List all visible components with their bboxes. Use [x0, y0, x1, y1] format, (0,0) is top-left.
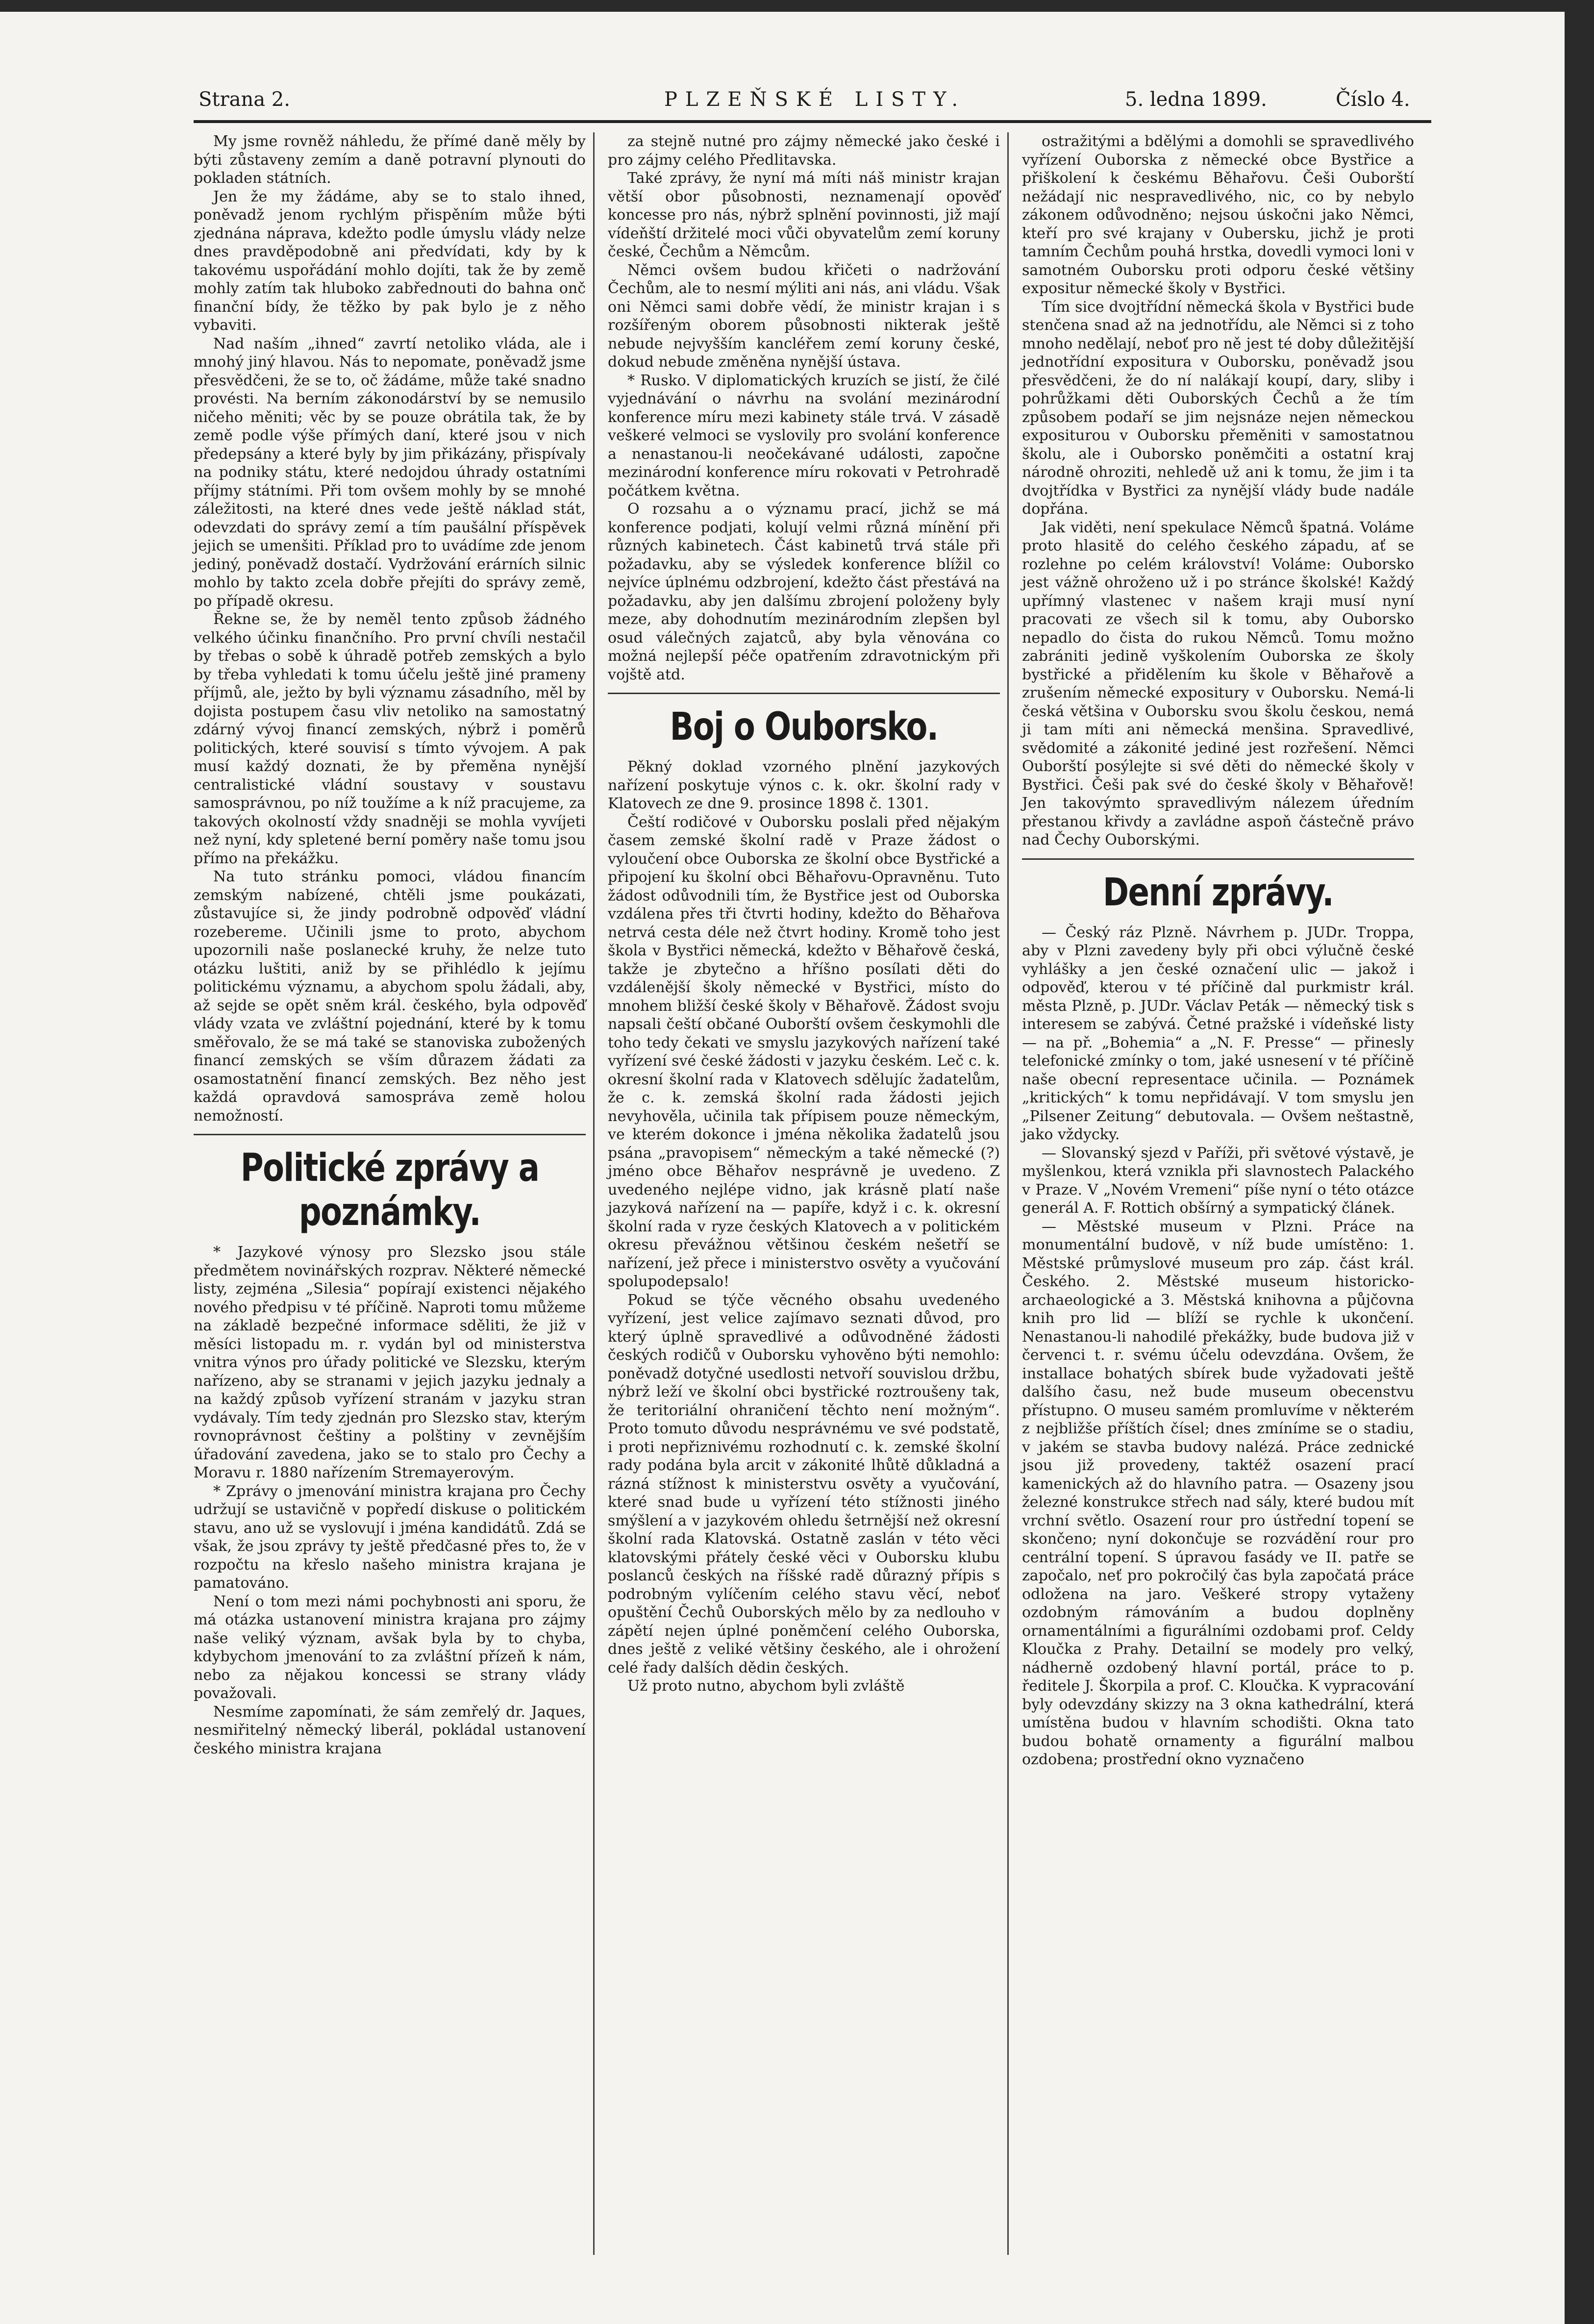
article-paragraph: Řekne se, že by neměl tento způsob žádného velkého účinku finančního. Pro první chvíli nestačil by třebas o sobě k úhradě potřeb zemských a bylo by třeba vyhledati k tomu účelu ještě jiné prameny příjmů, ale, ježto by byli významu zásadního, měl by dojista postupem času vliv netoliko na samostatný zdárný vývoj financí zemských, nýbrž i poměrů politických, které souvisí s tímto vývojem. A pak musí každý doznati, že by přeměna nynější centralistické vládní soustavy v soustavu samosprávnou, po níž toužíme a k níž pracujeme, za takových okolností vždy snadněji se mohla vyvíjeti než nyní, kdy spletené berní poměry naše tomu jsou přímo na překážku.	[194, 611, 586, 867]
article-paragraph: — Český ráz Plzně. Návrhem p. JUDr. Troppa, aby v Plzni zavedeny byly při obci výlučně české vyhlášky a jen české označení ulic — jakož i odpověď, kterou v té příčině dal purkmistr král. města Plzně, p. JUDr. Václav Peták — německý tisk s interesem se zabývá. Četné pražské i vídeňské listy — na př. „Bohemia“ a „N. F. Presse“ — přinesly telefonické zmínky o tom, jaké usnesení v té příčině naše obecní representace učinila. — Poznámek „kritických“ k tomu nepřidávají. V tom smyslu jen „Pilsener Zeitung“ debutovala. — Ovšem neštastně, jako vždycky.	[1022, 924, 1414, 1143]
article-paragraph: — Městské museum v Plzni. Práce na monumentální budově, v níž bude umístěno: 1. Městské průmyslové museum pro záp. část král. Českého. 2. Městské museum historicko-archaeologické a 3. Městská knihovna a půjčovna knih pro lid — blíží se rychle k ukončení. Nenastanou-li nahodilé překážky, bude budova již v červenci t. r. svému účelu odevzdána. Ovšem, že installace bohatých sbírek bude vyžadovati ještě dalšího času, než bude museum obecenstvu přístupno. O museu samém promluvíme v některém z nejbližše příštích čísel; dnes zmíníme se o stadiu, v jakém se stavba budovy nalézá. Práce zednické jsou již provedeny, taktéž osazení prací kamenických až do hlavního patra. — Osazeny jsou železné konstrukce střech nad sály, které budou mít vrchní světlo. Osazení rour pro ústřední topení se skončeno; nyní dokončuje se rozvádění rour pro centrální topení. S úpravou fasády ve II. patře se započalo, neť pro pokročilý čas byla započatá práce odložena na jaro. Veškeré stropy vytaženy ozdobným rámováním a budou doplněny ornamentálními a figurálními ozdobami prof. Celdy Kloučka z Prahy. Detailní se modely pro velký, nádherně ozdobený hlavní portál, práce to p. ředitele J. Škorpila a prof. C. Kloučka. K vypracování byly odevzdány skizzy na 3 okna kathedrální, která umístěna budou v hlavním schodišti. Okna tato budou bohatě ornamenty a figurální malbou ozdobena; prostřední okno vyznačeno	[1022, 1218, 1414, 1768]
article-paragraph: Čeští rodičové v Ouborsku poslali před nějakým časem zemské školní radě v Praze žádost o vyloučení obce Ouborska ze školní obce Bystřické a připojení ku školní obci Běhařovu-Opravněnu. Tuto žádost odůvodnili tím, že Bystřice jest od Ouborska vzdálena přes tři čtvrti hodiny, kdežto do Běhařova netrvá cesta déle než čtvrt hodiny. Kromě toho jest škola v Bystřici německá, kdežto v Běhařově česká, takže je zbytečno a hříšno posílati děti do vzdálenější školy německé v Bystřici, místo do mnohem bližší české školy v Běhařově. Žádost svoju napsali čeští občané Ouborští ovšem českymohli dle toho tedy čekati ve smyslu jazykových nařízení také vyřízení své české žádosti v jazyku českém. Leč c. k. okresní školní rada v Klatovech sdělujíc žadatelům, že c. k. zemská školní rada žádosti jejich nevyhověla, učinila tak přípisem pouze německým, ve kterém dokonce i jména několika žadatelů jsou psána „pravopisem“ německým a také německé (?) jméno obce Běhařov nesprávně je uvedeno. Z uvedeného nejlépe vidno, jak krásně platí naše jazyková nařízení na — papíře, když i c. k. okresní školní rada v ryze českých Klatovech a v politickém okresu převážnou většinou českém nešetří se nařízení, jež přece i ministerstvo osvěty a vyučování spolupodepsalo!	[608, 813, 1000, 1290]
article-paragraph: — Slovanský sjezd v Paříži, při světové výstavě, je myšlenkou, která vznikla při slavnostech Palackého v Praze. V „Novém Vremeni“ píše nyní o této otázce generál A. F. Rottich obšírný a sympatický článek.	[1022, 1144, 1414, 1217]
section-heading-politics: Politické zprávy a poznámky.	[240, 1146, 539, 1234]
article-paragraph: Pěkný doklad vzorného plnění jazykových nařízení poskytuje výnos c. k. okr. školní rady v Klatovech ze dne 9. prosince 1898 č. 1301.	[608, 758, 1000, 812]
article-paragraph: Němci ovšem budou křičeti o nadržování Čechům, ale to nesmí mýliti ani nás, ani vládu. Však oni Němci sami dobře vědí, že ministr krajan i s rozšířeným oborem působnosti nikterak ještě nebude nejvyšším kancléřem zemí koruny české, dokud nebude změněna nynější ústava.	[608, 261, 1000, 371]
section-separator	[194, 1134, 586, 1135]
article-paragraph: Není o tom mezi námi pochybnosti ani sporu, že má otázka ustanovení ministra krajana pro zájmy naše veliký význam, avšak byla by to chyba, kdybychom jmenování to za zvláštní přízeň k nám, nebo za nějakou koncessi se strany vlády považovali.	[194, 1593, 586, 1702]
article-paragraph: Jak viděti, není spekulace Němců špatná. Voláme proto hlasitě do celého českého západu, ať se rozlehne po celém království! Voláme: Ouborsko jest vážně ohroženo už i po stránce školské! Každý upřímný vlastenec v našem kraji musí nyní pracovati ze všech sil k tomu, aby Ouborsko nepadlo do čista do rukou Němců. Tomu možno zabrániti jedině vyškolením Ouborska ze školy bystřické a přidělením ku škole v Běhařově a zrušením německé expositury v Ouborsku. Nemá-li česká většina v Ouborsku svou školu českou, nemá ji tam míti ani německá menšina. Spravedlivé, svědomité a zákonité jediné jest rozřešení. Němci Ouborští posýlejte si své děti do německé školy v Bystřici. Češi pak své do české školy v Běhařově! Jen takovýmto spravedlivým nálezem úředním přestanou křivdy a zavládne aspoň částečně právo nad Čechy Ouborskými.	[1022, 519, 1414, 849]
section-separator	[608, 693, 1000, 694]
article-paragraph: My jsme rovněž náhledu, že přímé daně měly by býti zůstaveny zemím a daně potravní plynouti do pokladen státních.	[194, 133, 586, 187]
article-paragraph: * Zprávy o jmenování ministra krajana pro Čechy udržují se ustavičně v popředí diskuse o politickém stavu, ano už se vyslovují i jména kandidátů. Zdá se však, že jsou zprávy ty ještě předčasné přes to, že v rozpočtu na křeslo našeho ministra krajana je pamatováno.	[194, 1482, 586, 1592]
column-divider-2	[1007, 132, 1009, 2255]
article-paragraph: * Rusko. V diplomatických kruzích se jistí, že čilé vyjednávání o návrhu na svolání mezinárodní konference míru mezi kabinety stále trvá. V zásadě veškeré velmoci se vyslovily pro svolání konference a nenastanou-li neočekávané události, započne mezinárodní konference míru rokovati v Petrohradě počátkem května.	[608, 372, 1000, 500]
header-rule	[194, 120, 1431, 123]
issue-number: Číslo 4.	[1336, 88, 1410, 111]
scan-edge-right	[1565, 0, 1594, 2324]
column-3	[1022, 132, 1414, 1769]
section-heading-ouborsko: Boj o Ouborsko.	[670, 705, 938, 749]
article-paragraph: ostražitými a bdělými a domohli se spravedlivého vyřízení Ouborska z německé obce Bystřice a přiškolení k českému Běhařovu. Češi Ouborští nežádají nic nespravedlivého, nic, co by nebylo zákonem odůvodněno; nejsou úskočni jako Němci, kteří pro své krajany v Oubersku, jichž je proti tamním Čechům pouhá hrstka, dovedli vymoci loni v samotném Ouborsku proti odporu české většiny expositur německé školy v Bystřici.	[1022, 133, 1414, 297]
article-paragraph: Jen že my žádáme, aby se to stalo ihned, poněvadž jenom rychlým přispěním může býti zjednána náprava, kdežto podle úmyslu vlády nelze dnes pravděpodobně ani předvídati, kdy by k takovému uspořádání mohlo dojíti, tak že by země mohly zatím tak hluboko zabřednouti do bahna onč finanční bídy, že těžko by pak bylo je z něho vybaviti.	[194, 188, 586, 334]
column-divider-1	[593, 132, 595, 2255]
column-2	[608, 132, 1000, 1696]
article-paragraph: Tím sice dvojtřídní německá škola v Bystřici bude stenčena snad až na jednotřídu, ale Němci si z toho mnoho nedělají, neboť pro ně jest té doby důležitější jednotřídní expositura v Ouborsku, poněvadž jsou přesvědčeni, že do ní nalákají koupí, dary, sliby i pohrůžkami děti Ouborských Čechů a že tím způsobem podaří se jim nejsnáze nejen německou expositurou v Ouborsku přeměniti v samostatnou školu, ale i Ouborsko poněmčiti a ostatní kraj národně ohroziti, nehledě už ani k tomu, že jim i ta dvojtřídka v Bystřici za nynější vlády bude nadále dopřána.	[1022, 298, 1414, 518]
article-paragraph: Nesmíme zapomínati, že sám zemřelý dr. Jaques, nesmiřitelný německý liberál, pokládal ustanovení českého ministra krajana	[194, 1703, 586, 1757]
article-paragraph: za stejně nutné pro zájmy německé jako české i pro zájmy celého Předlitavska.	[608, 133, 1000, 169]
page-number: Strana 2.	[199, 88, 290, 111]
section-separator	[1022, 858, 1414, 860]
masthead-title: PLZEŇSKÉ LISTY.	[664, 88, 966, 111]
article-paragraph: * Jazykové výnosy pro Slezsko jsou stále předmětem novinářských rozprav. Některé německé listy, zejména „Silesia“ popírají existenci nějakého nového předpisu v té příčině. Naproti tomu můžeme na základě bezpečné informace sděliti, že již v měsíci listopadu m. r. vydán byl od ministerstva vnitra výnos pro úřady politické ve Slezsku, kterým nařízeno, aby se stranami v jejich jazyku jednaly a na každý způsob vyřízení stranám v jazyku stran vydávaly. Tím tedy zjednán pro Slezsko stav, kterým rovnoprávnost češtiny a polštiny v zevnějším úřadování zavedena, jako se to stalo pro Čechy a Moravu r. 1880 nařízením Stremayerovým.	[194, 1244, 586, 1481]
article-paragraph: Pokud se týče věcného obsahu uvedeného vyřízení, jest velice zajímavo seznati důvod, pro který úplně spravedlivé a odůvodněné žádosti českých rodičů v Ouborsku vyhověno býti nemohlo: poněvadž dotyčné usedlosti netvoří souvislou držbu, nýbrž leží ve školní obci bystřické roztroušeny tak, že teritoriální ohraničení těchto není možným“. Proto tomuto důvodu nesprávnému ve své podstatě, i proti nepřiznivému rozhodnutí c. k. zemské školní rady podána byla arcit v zákonité lhůtě důkladná a rázná stížnost k ministerstvu osvěty a vyučování, které snad bude u vyřízení této stížnosti jiného smýšlení a v jazykovém ohledu šetrnější než okresní školní rada Klatovská. Ostatně zaslán v této věci klatovskými přátely české věci v Ouborsku klubu poslanců českých na říšské radě důrazný přípis s podrobným vylíčením celého stavu věcí, neboť opuštění Čechů Ouborských mělo by za nedlouho v zápětí nejen úplné poněmčení celého Ouborska, dnes ještě z veliké většiny českého, ale i ohrožení celé řady dalších dědin českých.	[608, 1291, 1000, 1676]
issue-date: 5. ledna 1899.	[1125, 88, 1267, 111]
article-paragraph: O rozsahu a o významu prací, jichž se má konference podjati, kolují velmi různá mínění při různých kabinetech. Část kabinetů trvá stále při požadavku, aby se výsledek konference blížil co nejvíce úplnému odzbrojení, kdežto část přestává na požadavku, aby jen dalšímu zbrojení položeny byly meze, aby dohodnutím mezinárodním zlepšen byl osud válečných zajatců, aby byla věnována co možná nejlepší péče opatřením zdravotnickým při vojště atd.	[608, 500, 1000, 683]
article-paragraph: Na tuto stránku pomoci, vládou financím zemským nabízené, chtěli jsme poukázati, zůstavujíce si, že jindy podrobně odpověď vládní rozebereme. Učinili jsme to proto, abychom upozornili naše poslanecké kruhy, že nelze tuto otázku luštiti, aniž by se přihlédlo k jejímu politickému významu, a abychom spolu žádali, aby, až sejde se opět sněm král. českého, byla odpověď vlády vzata ve zvláštní pojednání, které by k tomu směřovalo, že se má také se stanoviska zubožených financí zemských se vším důrazem žádati za osamostatnění financí zemských. Bez něho jest každá opravdová samospráva země holou nemožností.	[194, 868, 586, 1125]
section-heading-daily-news: Denní zprávy.	[1103, 870, 1333, 915]
column-1	[194, 132, 586, 1758]
article-paragraph: Také zprávy, že nyní má míti náš ministr krajan větší obor působnosti, neznamenají opověď koncesse pro nás, nýbrž splnění povinnosti, již mají vídeňští držitelé moci vůči obyvatelům zemí koruny české, Čechům a Němcům.	[608, 170, 1000, 260]
page-header	[194, 83, 1431, 118]
scan-edge-top	[0, 0, 1594, 12]
newspaper-page	[194, 74, 1431, 2265]
article-paragraph: Nad naším „ihned“ zavrtí netoliko vláda, ale i mnohý jiný hlavou. Nás to nepomate, poněvadž jsme přesvědčeni, že se to, oč žádáme, může také snadno provésti. Na berním zákonodárství by se nemusilo ničeho měniti; věc by se pouze obrátila tak, že by země podle výše přímých daní, které jsou v nich předepsány a které byly by jim přikázány, přispívaly na podniky státu, které nedojdou úhrady ostatními příjmy státními. Při tom ovšem mohly by se mnohé záležitosti, na které dnes vede ještě náklad stát, odevzdati do správy zemí a tím paušální příspěvek jejich se umenšiti. Příklad pro to uvádíme zde jenom jediný, poněvadž dostačí. Vydržování erárních silnic mohlo by takto zcela dobře přejíti do správy země, po případě okresu.	[194, 335, 586, 610]
article-paragraph: Už proto nutno, abychom byli zvláště	[627, 1677, 905, 1695]
